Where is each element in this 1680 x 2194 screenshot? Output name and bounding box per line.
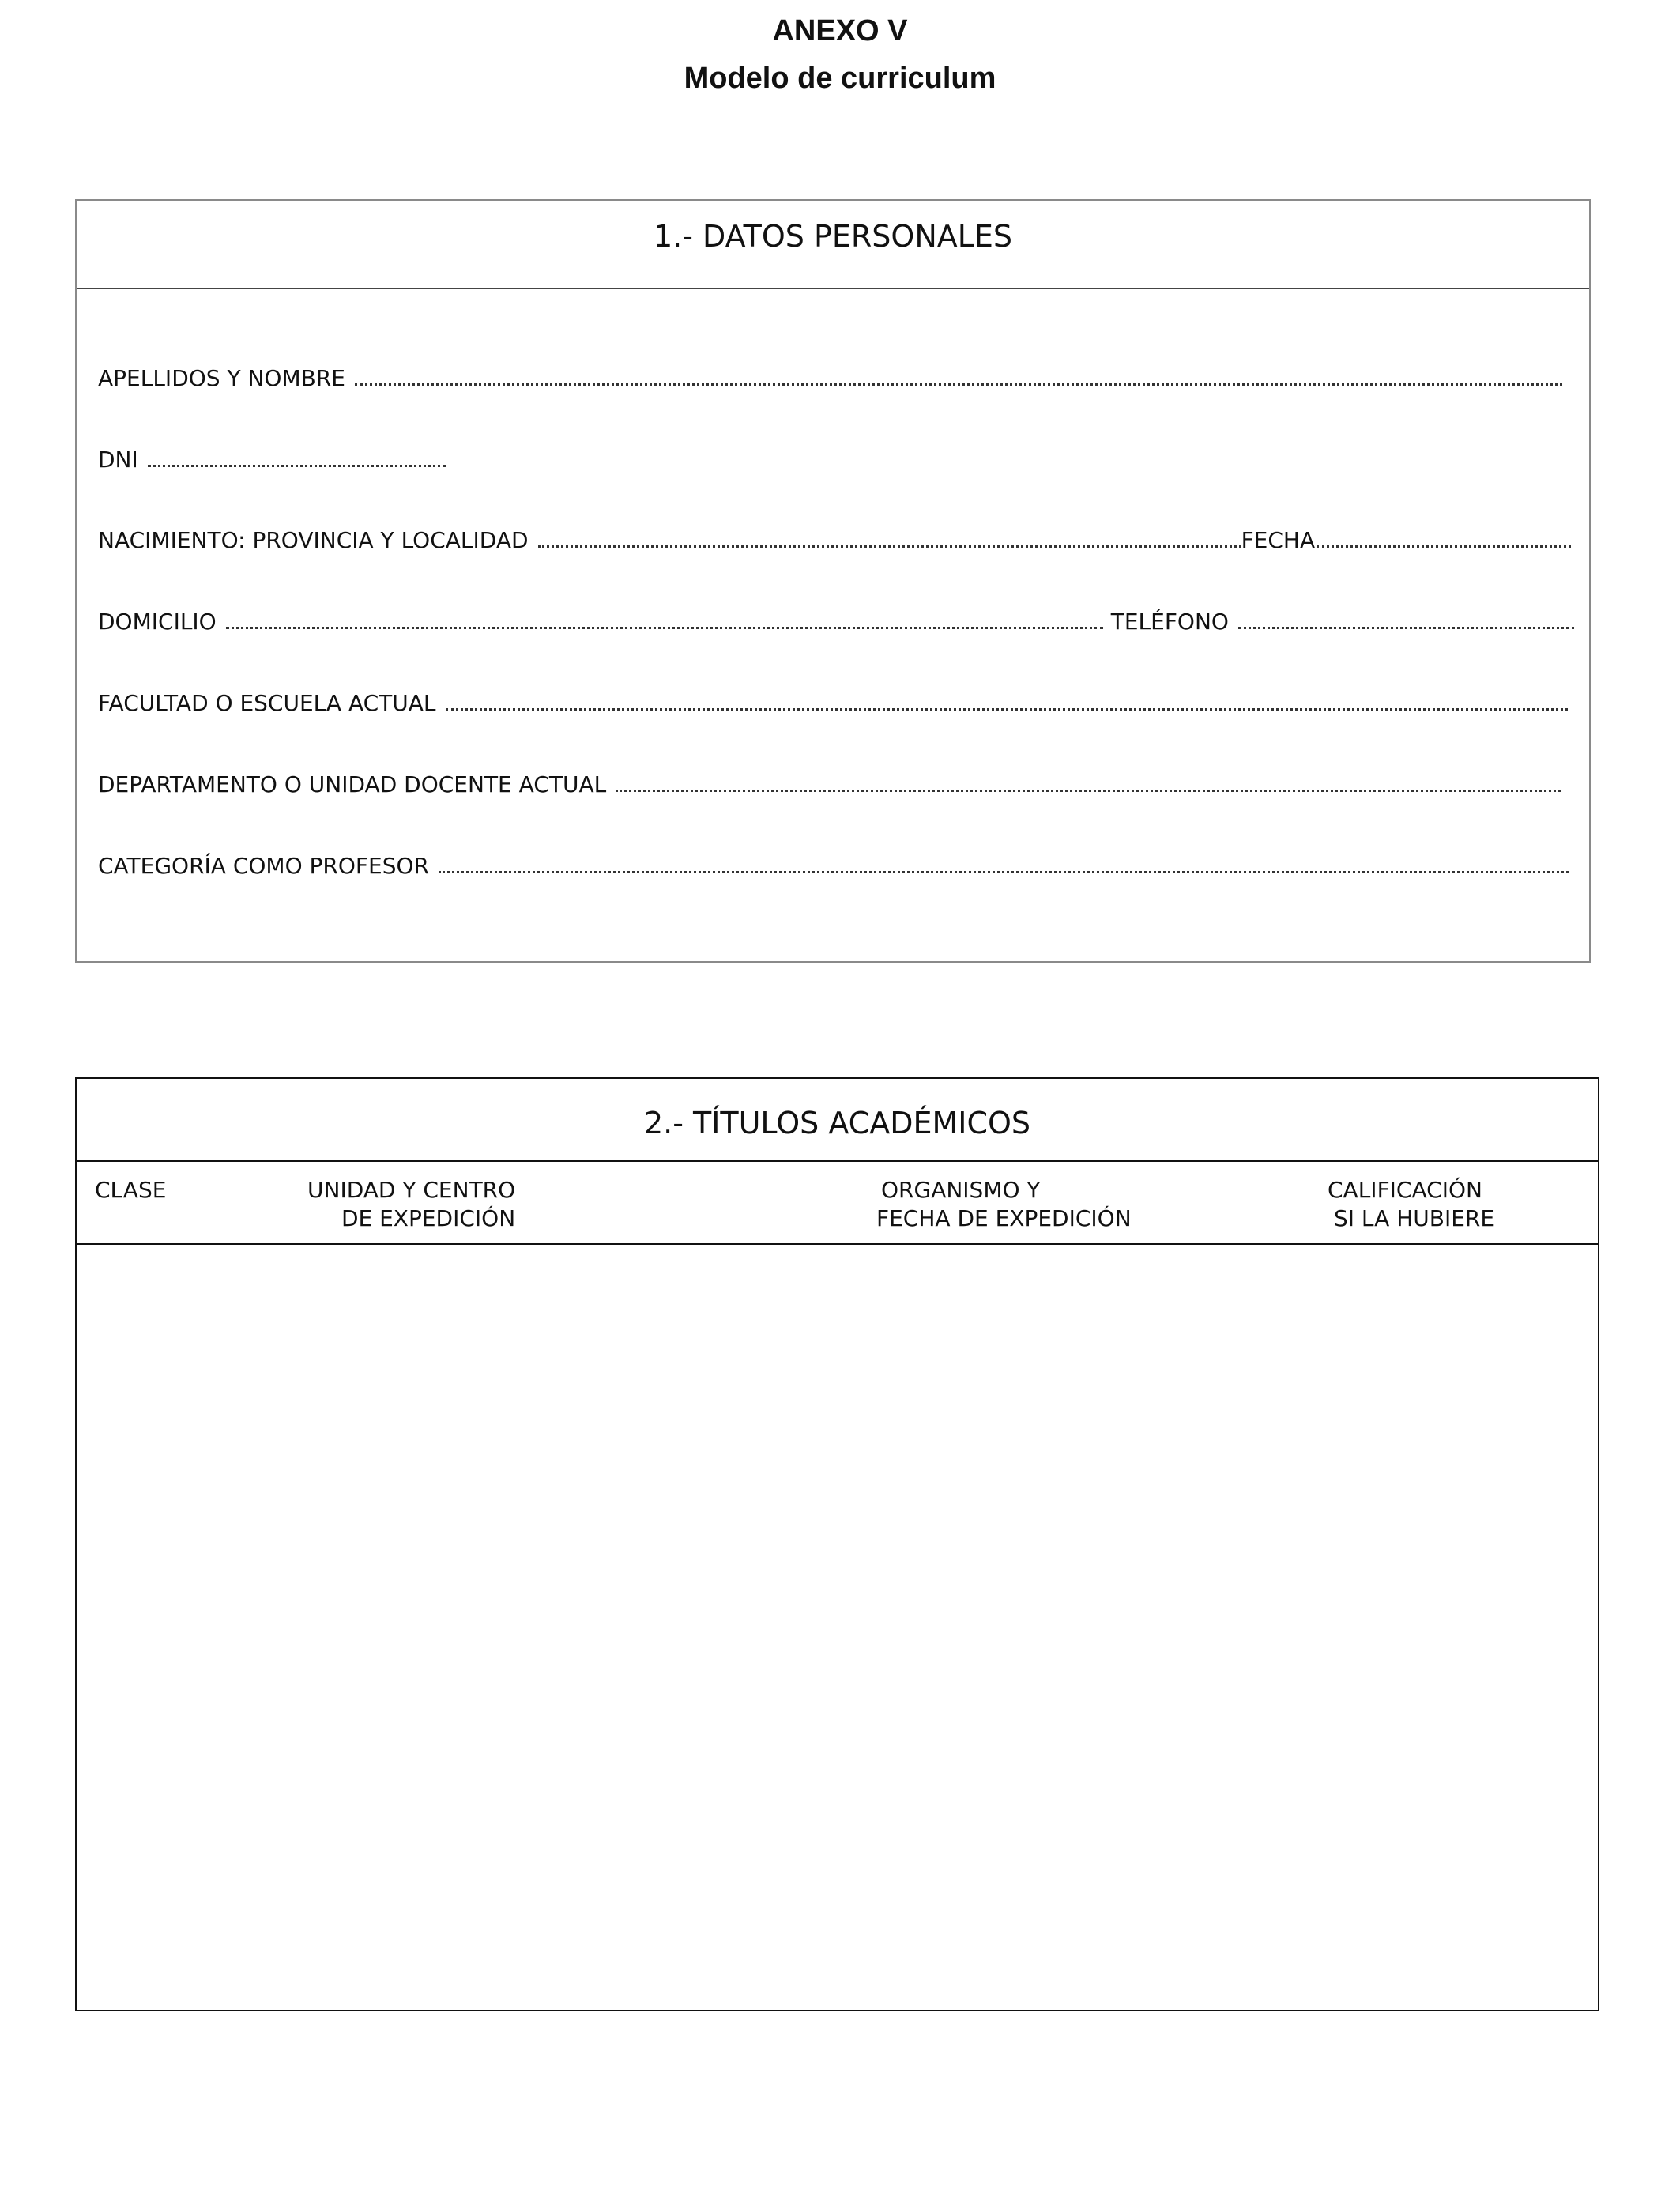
field-label: NACIMIENTO: PROVINCIA Y LOCALIDAD xyxy=(98,527,529,553)
fill-line[interactable] xyxy=(355,383,1562,386)
field-dni[interactable] xyxy=(98,447,446,473)
field-departamento[interactable] xyxy=(98,771,1561,797)
fill-line[interactable] xyxy=(1317,545,1571,548)
field-label: APELLIDOS Y NOMBRE xyxy=(98,365,345,391)
column-header-unidad xyxy=(307,1176,515,1233)
fill-line[interactable] xyxy=(148,464,446,467)
field-label: DNI xyxy=(98,447,138,473)
field-label-fecha: FECHA xyxy=(1241,527,1316,553)
column-header-calificacion xyxy=(1328,1176,1494,1233)
fill-line[interactable] xyxy=(616,789,1561,792)
academic-titles-section xyxy=(75,1077,1599,2011)
fill-line[interactable] xyxy=(439,870,1569,873)
column-headers xyxy=(77,1162,1598,1245)
field-label: DEPARTAMENTO O UNIDAD DOCENTE ACTUAL xyxy=(98,771,607,797)
field-domicilio[interactable] xyxy=(98,609,1574,635)
field-label: FACULTAD O ESCUELA ACTUAL xyxy=(98,690,436,716)
section-title: 1.- DATOS PERSONALES xyxy=(77,201,1589,289)
section-title: 2.- TÍTULOS ACADÉMICOS xyxy=(77,1079,1598,1162)
column-header-text: DE EXPEDICIÓN xyxy=(341,1205,516,1231)
field-nacimiento[interactable] xyxy=(98,527,1571,553)
column-header-text: ORGANISMO Y xyxy=(881,1177,1041,1203)
column-header-text: FECHA DE EXPEDICIÓN xyxy=(876,1205,1132,1231)
column-header-organismo xyxy=(876,1176,1132,1233)
document-title: ANEXO V xyxy=(772,14,908,47)
field-label: CATEGORÍA COMO PROFESOR xyxy=(98,853,429,879)
field-apellidos-nombre[interactable] xyxy=(98,365,1562,391)
field-label-telefono: TELÉFONO xyxy=(1110,609,1229,635)
field-categoria[interactable] xyxy=(98,853,1569,879)
personal-data-section xyxy=(75,199,1591,963)
column-header-text: CALIFICACIÓN xyxy=(1328,1177,1482,1203)
fill-line[interactable] xyxy=(1238,626,1574,629)
column-header-text: UNIDAD Y CENTRO xyxy=(307,1177,516,1203)
fill-line[interactable] xyxy=(538,545,1241,548)
column-header-text: SI LA HUBIERE xyxy=(1334,1205,1495,1231)
fill-line[interactable] xyxy=(226,626,1103,629)
document-subtitle: Modelo de curriculum xyxy=(684,62,996,95)
titles-entry-area[interactable] xyxy=(77,1245,1598,2010)
field-facultad[interactable] xyxy=(98,690,1568,716)
column-header-text: CLASE xyxy=(95,1177,167,1203)
column-header-clase xyxy=(95,1176,166,1204)
fill-line[interactable] xyxy=(446,707,1568,711)
field-label: DOMICILIO xyxy=(98,609,217,635)
